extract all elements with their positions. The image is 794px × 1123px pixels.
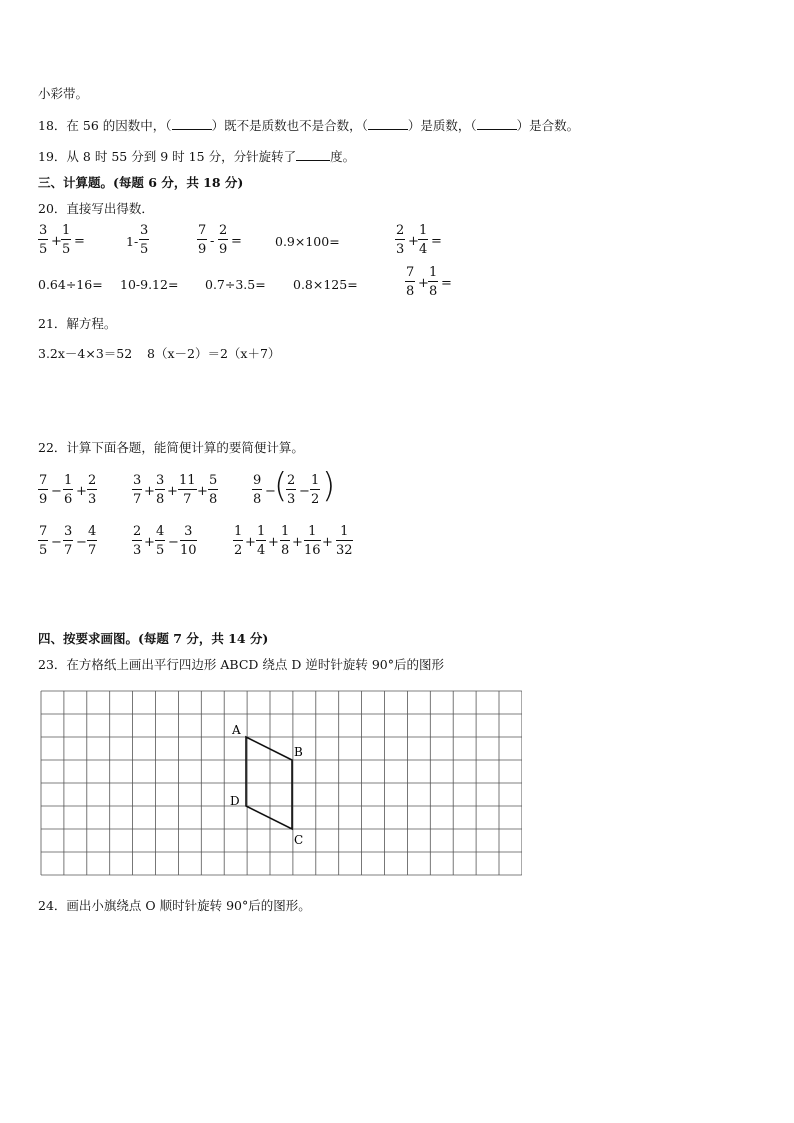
q19-text: 分到: [131, 149, 157, 164]
equals-sign: =: [74, 234, 85, 249]
operator: +: [408, 234, 419, 249]
numerator: 3: [156, 473, 165, 488]
expression-text: 1-: [126, 234, 139, 249]
operator: +: [167, 484, 178, 499]
left-parenthesis: (: [274, 466, 288, 506]
q19-number: 55: [111, 149, 128, 164]
operator: −: [51, 535, 62, 550]
denominator: 8: [406, 284, 415, 299]
fraction: [256, 525, 266, 557]
answer-blank[interactable]: [172, 117, 212, 130]
q18-text: 在: [66, 118, 79, 133]
denominator: 3: [88, 492, 97, 507]
numerator: 9: [253, 473, 262, 488]
equals-sign: =: [431, 234, 442, 249]
grid-lines: [41, 691, 522, 875]
fraction: [38, 474, 48, 506]
operator: +: [245, 535, 256, 550]
denominator: 9: [39, 492, 48, 507]
operator: +: [197, 484, 208, 499]
denominator: 4: [419, 242, 428, 257]
denominator: 8: [156, 492, 165, 507]
denominator: 5: [140, 242, 149, 257]
vertex-label-c: C: [294, 833, 304, 847]
vertex-label-b: B: [294, 745, 303, 759]
denominator: 5: [39, 242, 48, 257]
expression-text: 0.7÷3.5=: [205, 277, 266, 292]
denominator: 4: [257, 543, 266, 558]
fraction: [155, 474, 165, 506]
denominator: 7: [64, 543, 73, 558]
operator: −: [168, 535, 179, 550]
operator: −: [299, 484, 310, 499]
fraction: [63, 525, 73, 557]
numerator: 7: [39, 524, 48, 539]
fraction: [178, 474, 197, 506]
question-21-title: 21．解方程。: [38, 316, 117, 331]
q18-text: ）是合数。: [516, 118, 580, 133]
fraction: [304, 525, 321, 557]
fraction: [336, 525, 353, 557]
fraction: [180, 525, 197, 557]
fraction: [87, 474, 97, 506]
q19-number: 8: [82, 149, 91, 164]
numerator: 1: [62, 223, 71, 238]
denominator: 2: [311, 492, 320, 507]
operator: −: [265, 484, 276, 499]
right-parenthesis: ): [322, 466, 336, 506]
fraction: [63, 474, 73, 506]
vertex-label-d: D: [230, 794, 240, 808]
fraction: [208, 474, 218, 506]
q18-text: ）既不是质数也不是合数，（: [211, 118, 368, 133]
expression-text: 10-9.12=: [120, 277, 179, 292]
fraction: [395, 224, 405, 256]
numerator: 5: [209, 473, 218, 488]
q19-number: 15: [188, 149, 205, 164]
numerator: 2: [396, 223, 405, 238]
fraction: [280, 525, 290, 557]
fraction: [310, 474, 320, 506]
denominator: 9: [219, 242, 228, 257]
q19-text: 时: [94, 149, 108, 164]
denominator: 7: [133, 492, 142, 507]
q17-tail-text: 小彩带。: [38, 86, 89, 101]
numerator: 1: [419, 223, 428, 238]
question-20-title: 20．直接写出得数．: [38, 201, 154, 216]
q19-text: 从: [66, 149, 79, 164]
operator: −: [51, 484, 62, 499]
operator: +: [418, 276, 429, 291]
numerator: 1: [234, 524, 243, 539]
question-19: [38, 147, 355, 165]
equals-sign: =: [441, 276, 452, 291]
numerator: 3: [140, 223, 149, 238]
operator: +: [51, 234, 62, 249]
denominator: 8: [429, 284, 438, 299]
fraction: [132, 474, 142, 506]
denominator: 7: [183, 492, 192, 507]
fraction: [139, 224, 149, 256]
numerator: 2: [287, 473, 296, 488]
operator: +: [322, 535, 333, 550]
expression-text: 0.9×100=: [275, 234, 340, 249]
numerator: 4: [156, 524, 165, 539]
numerator: 1: [304, 525, 321, 541]
fraction: [87, 525, 97, 557]
q18-text: 的因数中，（: [102, 118, 172, 133]
denominator: 32: [336, 543, 353, 558]
answer-blank[interactable]: [368, 117, 408, 130]
denominator: 5: [62, 242, 71, 257]
fraction: [286, 474, 296, 506]
denominator: 9: [198, 242, 207, 257]
question-23-title: 23．在方格纸上画出平行四边形 ABCD 绕点 D 逆时针旋转 90°后的图形: [38, 657, 444, 672]
q19-number: 9: [160, 149, 169, 164]
operator: +: [144, 484, 155, 499]
expression-text: 0.8×125=: [293, 277, 358, 292]
fraction: [405, 266, 415, 298]
numerator: 1: [336, 525, 353, 541]
numerator: 4: [88, 524, 97, 539]
numerator: 11: [179, 473, 196, 488]
numerator: 3: [39, 223, 48, 238]
numerator: 7: [39, 473, 48, 488]
fraction: [38, 224, 48, 256]
fraction: [233, 525, 243, 557]
fraction: [428, 266, 438, 298]
numerator: 3: [133, 473, 142, 488]
fraction: [197, 224, 207, 256]
numerator: 7: [198, 223, 207, 238]
operator: +: [268, 535, 279, 550]
fraction: [252, 474, 262, 506]
section-4-heading: 四、按要求画图。(每题 7 分，共 14 分): [38, 631, 269, 646]
numerator: 1: [257, 524, 266, 539]
operator: −: [76, 535, 87, 550]
denominator: 3: [287, 492, 296, 507]
q19-text: 度。: [330, 149, 356, 164]
numerator: 2: [219, 223, 228, 238]
numerator: 3: [180, 525, 197, 541]
q18-text: ）是质数，（: [407, 118, 477, 133]
fraction: [132, 525, 142, 557]
fraction: [38, 525, 48, 557]
operator: +: [144, 535, 155, 550]
answer-blank[interactable]: [477, 117, 517, 130]
denominator: 5: [156, 543, 165, 558]
question-24: 24．画出小旗绕点 O 顺时针旋转 90°后的图形。: [38, 898, 311, 913]
numerator: 1: [64, 473, 73, 488]
fraction: [218, 224, 228, 256]
numerator: 2: [88, 473, 97, 488]
expression-text: 0.64÷16=: [38, 277, 103, 292]
numerator: 1: [311, 473, 320, 488]
denominator: 2: [234, 543, 243, 558]
denominator: 5: [39, 543, 48, 558]
numerator: 3: [64, 524, 73, 539]
denominator: 10: [180, 543, 197, 558]
denominator: 16: [304, 543, 321, 558]
question-18: [38, 116, 579, 134]
equals-sign: =: [231, 234, 242, 249]
denominator: 6: [64, 492, 73, 507]
equation-2: 8（x－2）＝2（x＋7）: [147, 346, 281, 361]
question-22-title: 22．计算下面各题，能简便计算的要简便计算。: [38, 440, 304, 455]
q18-number: 56: [82, 118, 99, 133]
numerator: 2: [133, 524, 142, 539]
numerator: 1: [429, 265, 438, 280]
operator: +: [76, 484, 87, 499]
denominator: 7: [88, 543, 97, 558]
question-number: 18．: [38, 118, 67, 133]
fraction: [418, 224, 428, 256]
operator: -: [210, 234, 215, 249]
numerator: 1: [281, 524, 290, 539]
denominator: 8: [209, 492, 218, 507]
denominator: 3: [133, 543, 142, 558]
vertex-label-a: A: [232, 723, 241, 737]
numerator: 7: [406, 265, 415, 280]
question-number: 19．: [38, 149, 67, 164]
denominator: 8: [253, 492, 262, 507]
equation-1: 3.2x－4×3＝52: [38, 346, 133, 361]
section-3-heading: 三、计算题。(每题 6 分，共 18 分): [38, 175, 244, 190]
answer-blank[interactable]: [296, 148, 330, 161]
denominator: 3: [396, 242, 405, 257]
q19-text: 时: [172, 149, 185, 164]
fraction: [61, 224, 71, 256]
fraction: [155, 525, 165, 557]
q19-text: 分，分针旋转了: [208, 149, 297, 164]
operator: +: [292, 535, 303, 550]
denominator: 8: [281, 543, 290, 558]
grid-paper[interactable]: [38, 688, 522, 878]
